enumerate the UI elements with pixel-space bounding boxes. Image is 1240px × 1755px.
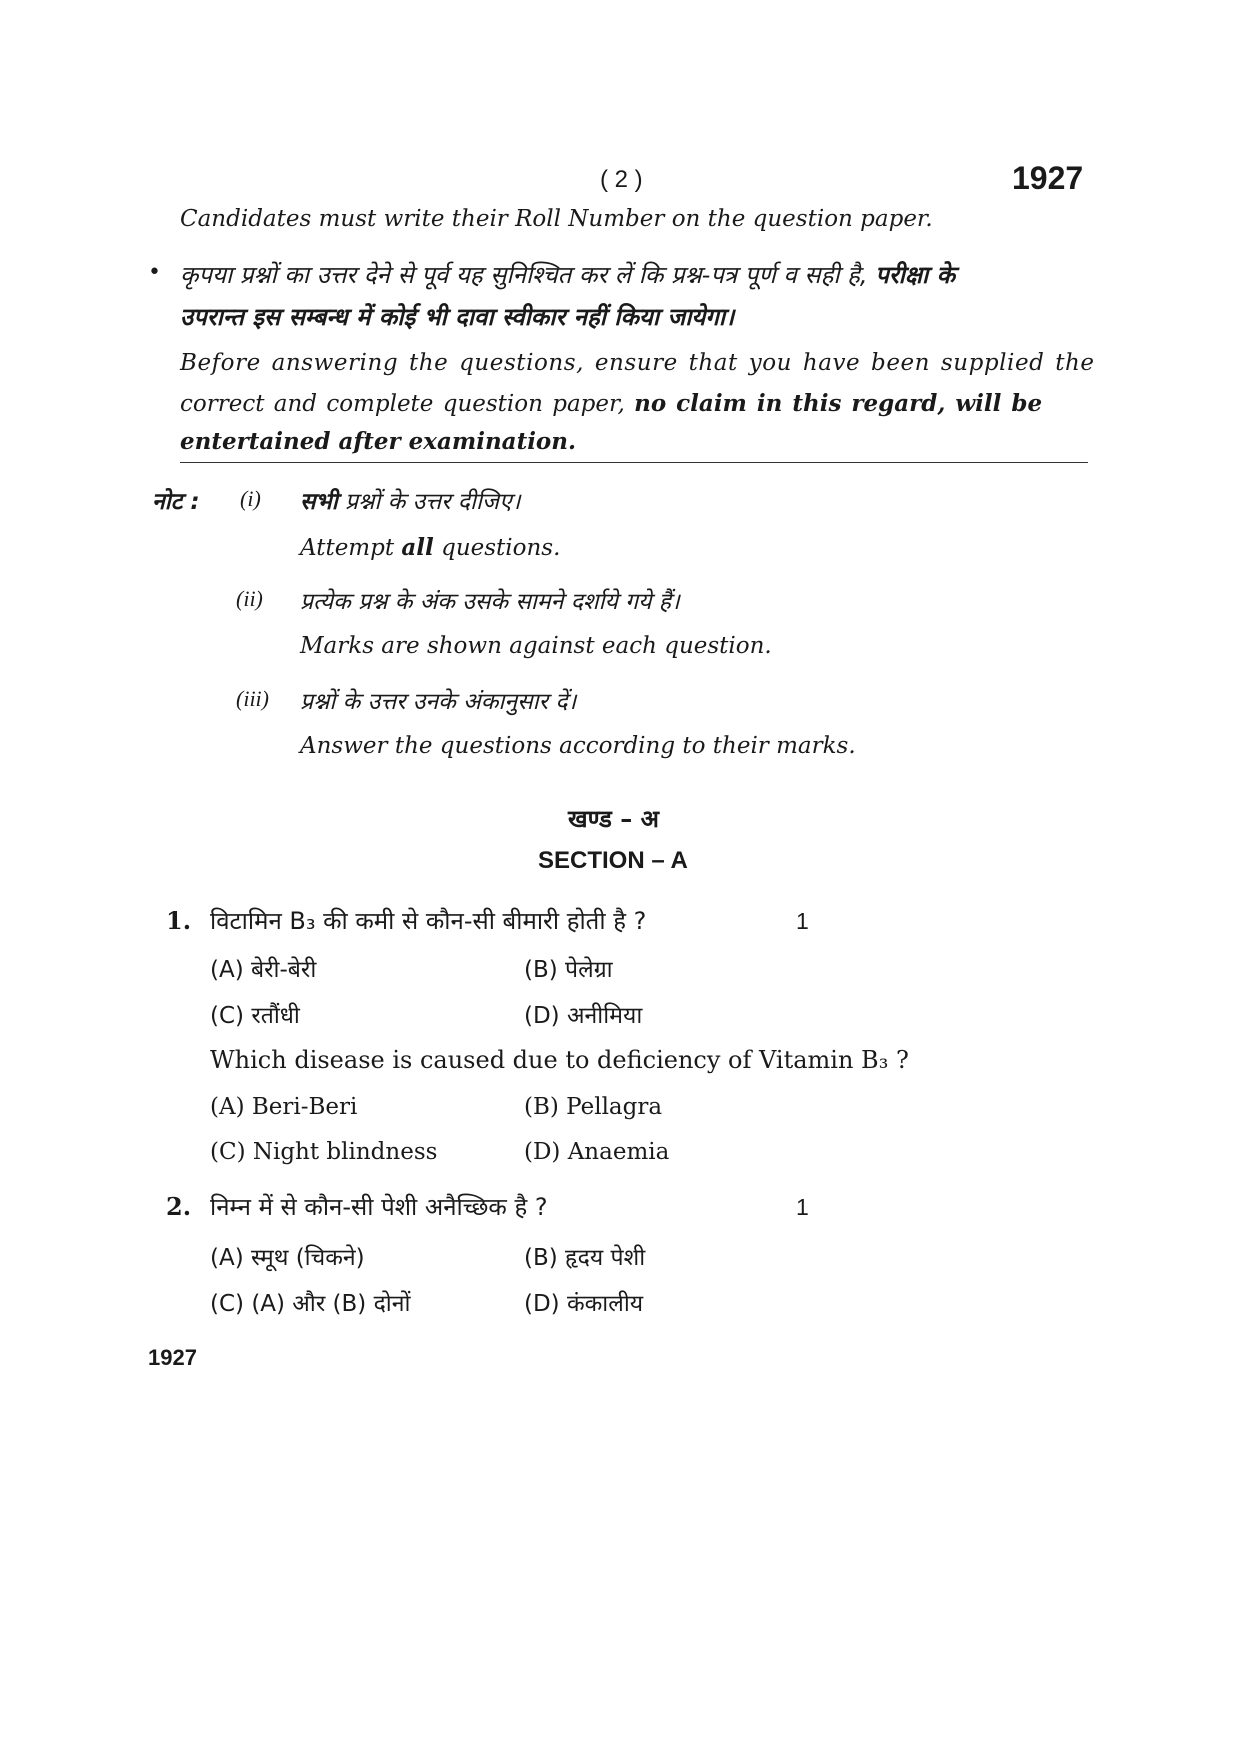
question-1-english-option-a: (A) Beri-Beri	[210, 1094, 358, 1120]
note-hindi-2: प्रत्येक प्रश्न के अंक उसके सामने दर्शाये गये हैं।	[300, 589, 680, 615]
english-instruction-line-2	[180, 390, 1042, 417]
page-number: ( 2 )	[600, 166, 643, 193]
question-2-number: 2.	[166, 1192, 192, 1221]
question-2-hindi-option-d: (D) कंकालीय	[524, 1291, 644, 1317]
question-2-hindi-option-b: (B) हृदय पेशी	[524, 1245, 646, 1271]
note-hindi-1-bold: सभी	[300, 489, 338, 515]
question-1-english-option-c: (C) Night blindness	[210, 1139, 438, 1165]
question-2-hindi-option-c: (C) (A) और (B) दोनों	[210, 1291, 411, 1317]
question-2-hindi: निम्न में से कौन-सी पेशी अनैच्छिक है ?	[210, 1193, 548, 1221]
note-label: नोट :	[152, 489, 200, 515]
question-1-number: 1.	[166, 906, 192, 935]
question-1-hindi-option-a: (A) बेरी-बेरी	[210, 957, 317, 983]
note-hindi-1	[300, 484, 520, 516]
hindi-instruction-line-2: उपरान्त इस सम्बन्ध में कोई भी दावा स्वीकार नहीं किया जायेगा।	[180, 303, 735, 331]
note-hindi-3: प्रश्नों के उत्तर उनके अंकानुसार दें।	[300, 689, 577, 715]
question-1-hindi-option-c: (C) रतौंधी	[210, 1003, 300, 1029]
note-number-1: (i)	[240, 486, 261, 511]
english-instruction-normal: correct and complete question paper,	[180, 391, 625, 417]
question-2-marks: 1	[796, 1194, 809, 1220]
question-1-hindi-option-b: (B) पेलेग्रा	[524, 957, 613, 983]
note-english-1-bold: all	[401, 534, 434, 561]
question-1-english-option-d: (D) Anaemia	[524, 1139, 670, 1165]
english-instruction-line-3: entertained after examination.	[180, 428, 576, 455]
note-hindi-1-text: प्रश्नों के उत्तर दीजिए।	[345, 489, 521, 515]
question-1-hindi: विटामिन B₃ की कमी से कौन-सी बीमारी होती है ?	[210, 907, 647, 935]
hindi-instruction-line-1	[180, 258, 955, 291]
footer-paper-code: 1927	[148, 1345, 197, 1370]
paper-code: 1927	[1012, 160, 1084, 196]
hindi-instruction-bold: परीक्षा के	[875, 261, 956, 289]
note-english-2: Marks are shown against each question.	[300, 633, 772, 659]
note-number-2: (ii)	[236, 586, 263, 611]
question-1-english: Which disease is caused due to deficiency of Vitamin B₃ ?	[210, 1046, 909, 1074]
question-2-hindi-option-a: (A) स्मूथ (चिकने)	[210, 1245, 365, 1271]
note-english-1	[300, 534, 560, 561]
question-1-marks: 1	[796, 908, 809, 934]
roll-number-instruction: Candidates must write their Roll Number on the question paper.	[180, 206, 933, 232]
english-instruction-line-1: Before answering the questions, ensure that you have been supplied the	[180, 350, 1095, 376]
question-1-english-option-b: (B) Pellagra	[524, 1094, 663, 1120]
bullet-icon: •	[148, 260, 161, 285]
note-number-3: (iii)	[236, 686, 269, 711]
question-1-hindi-option-d: (D) अनीमिया	[524, 1003, 643, 1029]
section-heading-english: SECTION – A	[538, 847, 688, 874]
english-instruction-bold: no claim in this regard, will be	[634, 390, 1043, 417]
hindi-instruction-text: कृपया प्रश्नों का उत्तर देने से पूर्व यह सुनिश्चित कर लें कि प्रश्न-पत्र पूर्ण व सही है,	[180, 261, 868, 289]
note-english-1-pre: Attempt	[300, 535, 395, 561]
divider-line	[180, 462, 1088, 463]
section-heading-hindi: खण्ड – अ	[568, 805, 659, 833]
note-english-3: Answer the questions according to their marks.	[300, 733, 856, 759]
note-english-1-post: questions.	[441, 535, 561, 561]
